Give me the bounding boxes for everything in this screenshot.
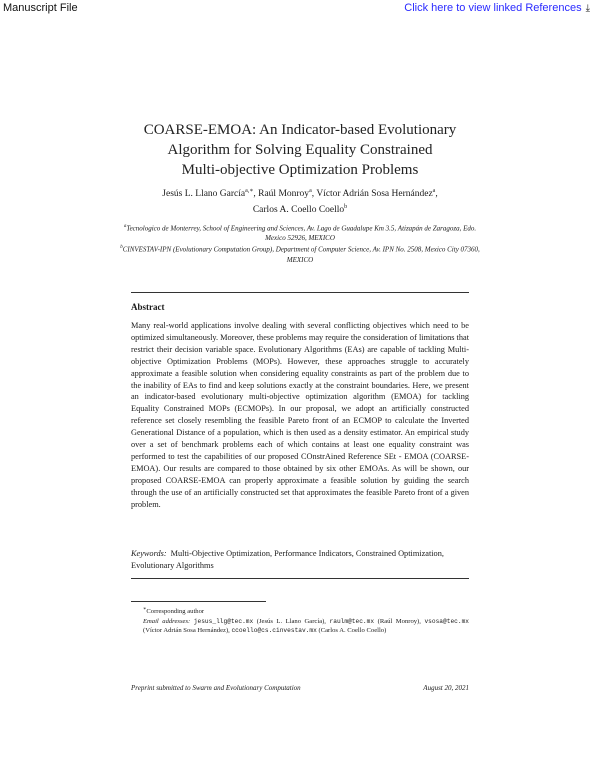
paper-title bbox=[100, 120, 500, 180]
author-name: Carlos A. Coello Coello bbox=[252, 205, 345, 216]
title-line: COARSE-EMOA: An Indicator-based Evolutionary bbox=[143, 122, 457, 138]
email-owner: (Carlos A. Coello Coello) bbox=[318, 627, 387, 635]
author-affil-sup: b bbox=[344, 204, 348, 211]
email-address[interactable]: raulm@tec.mx bbox=[329, 617, 375, 625]
author-affil-sup: a bbox=[309, 188, 312, 194]
keywords-list: Multi-Objective Optimization, Performance Indicators, Constrained Optimization, Evolutionary Algorithms bbox=[131, 549, 444, 570]
title-line: Algorithm for Solving Equality Constrained bbox=[167, 142, 433, 158]
keywords bbox=[131, 548, 469, 572]
footnote-mark: ∗ bbox=[143, 607, 147, 612]
author-name: Víctor Adrián Sosa Hernández bbox=[316, 189, 433, 200]
author-name: Jesús L. Llano García bbox=[162, 189, 246, 200]
title-line: Multi-objective Optimization Problems bbox=[181, 162, 419, 178]
abstract-text: Many real-world applications involve dealing with several conflicting objectives which need to be optimized simultaneously. Moreover, these problems may require the consideration of limitations that restrict their decision variable space. Evolutionary Algorithms (EAs) are capable of tackling Multi-objective Optimization Problems (MOPs). However, these approaches struggle to accurately approximate a feasible solution when considering equality constraints as part of the problem due to the inability of EAs to find and keep solutions exactly at the constraint boundaries. Here, we present an indicator-based evolutionary multi-objective optimization algorithm (EMOA) for tackling Equality Constrained MOPs (ECMOPs). In our proposal, we adopt an artificially constructed reference set closely resembling the feasible Pareto front of an ECMOP to calculate the Inverted Generational Distance of a population, which is then used as a density estimator. An empirical study over a set of benchmark problems each of which contains at least one equality constraint was performed to test the capabilities of our proposed COnstrAined Reference SEt - EMOA (COARSE-EMOA). Our results are compared to those obtained by six other EMOAs. As will be shown, our proposed COARSE-EMOA can properly approximate a feasible solution by guiding the search through the use of an artificially constructed set that approximates the feasible Pareto front of a given problem. bbox=[131, 321, 469, 509]
email-address[interactable]: vsosa@tec.mx bbox=[424, 617, 470, 625]
affil-sup: b bbox=[120, 245, 123, 251]
corresponding-author-note: Corresponding author bbox=[146, 608, 205, 616]
linked-references-link[interactable] bbox=[404, 2, 590, 14]
footnote-rule bbox=[131, 601, 266, 602]
email-label: Email addresses: bbox=[143, 617, 191, 625]
email-owner: (Jesús L. Llano García), bbox=[256, 617, 326, 625]
email-owner: (Víctor Adrián Sosa Hernández), bbox=[143, 627, 230, 635]
viewer-topbar bbox=[0, 0, 600, 20]
manuscript-file-label: Manuscript File bbox=[3, 2, 78, 14]
submission-date: August 20, 2021 bbox=[423, 684, 469, 692]
affiliation-a: Tecnologico de Monterrey, School of Engineering and Sciences, Av. Lago de Guadalupe Km 3.5, Atizapán de Zaragoza, Edo. Mexico 52926, MEXICO bbox=[126, 224, 477, 243]
affil-sup: a bbox=[123, 224, 127, 229]
author-name: Raúl Monroy bbox=[258, 189, 310, 200]
affiliations bbox=[120, 222, 480, 265]
keywords-label: Keywords: bbox=[131, 549, 167, 558]
preprint-note: Preprint submitted to Swarm and Evolutionary Computation bbox=[131, 684, 301, 692]
author-affil-sup: a bbox=[432, 188, 436, 194]
linked-references-label: Click here to view linked References bbox=[404, 2, 582, 14]
email-address[interactable]: ccoello@cs.cinvestav.mx bbox=[231, 627, 317, 635]
abstract-bottom-rule bbox=[131, 578, 469, 579]
author-affil-sup: a,∗ bbox=[245, 188, 254, 194]
abstract-heading: Abstract bbox=[131, 302, 165, 312]
author-list: Jesús L. Llano García$^{a,∗}$, Raúl Monroy$^a$, Víctor Adrián Sosa Hernández$^a$, Carlos A. Coello Coello$^b$ bbox=[162, 188, 438, 216]
footnote bbox=[131, 605, 469, 636]
affiliation-b: CINVESTAV-IPN (Evolutionary Computation Group), Department of Computer Science, Av. IPN No. 2508, Mexico City 07360, MEXICO bbox=[122, 245, 480, 264]
email-owner: (Raúl Monroy), bbox=[377, 617, 421, 625]
email-address[interactable]: jesus_llg@tec.mx bbox=[193, 617, 254, 625]
abstract-top-rule bbox=[131, 292, 469, 293]
download-icon[interactable]: ⤓ bbox=[585, 3, 590, 14]
